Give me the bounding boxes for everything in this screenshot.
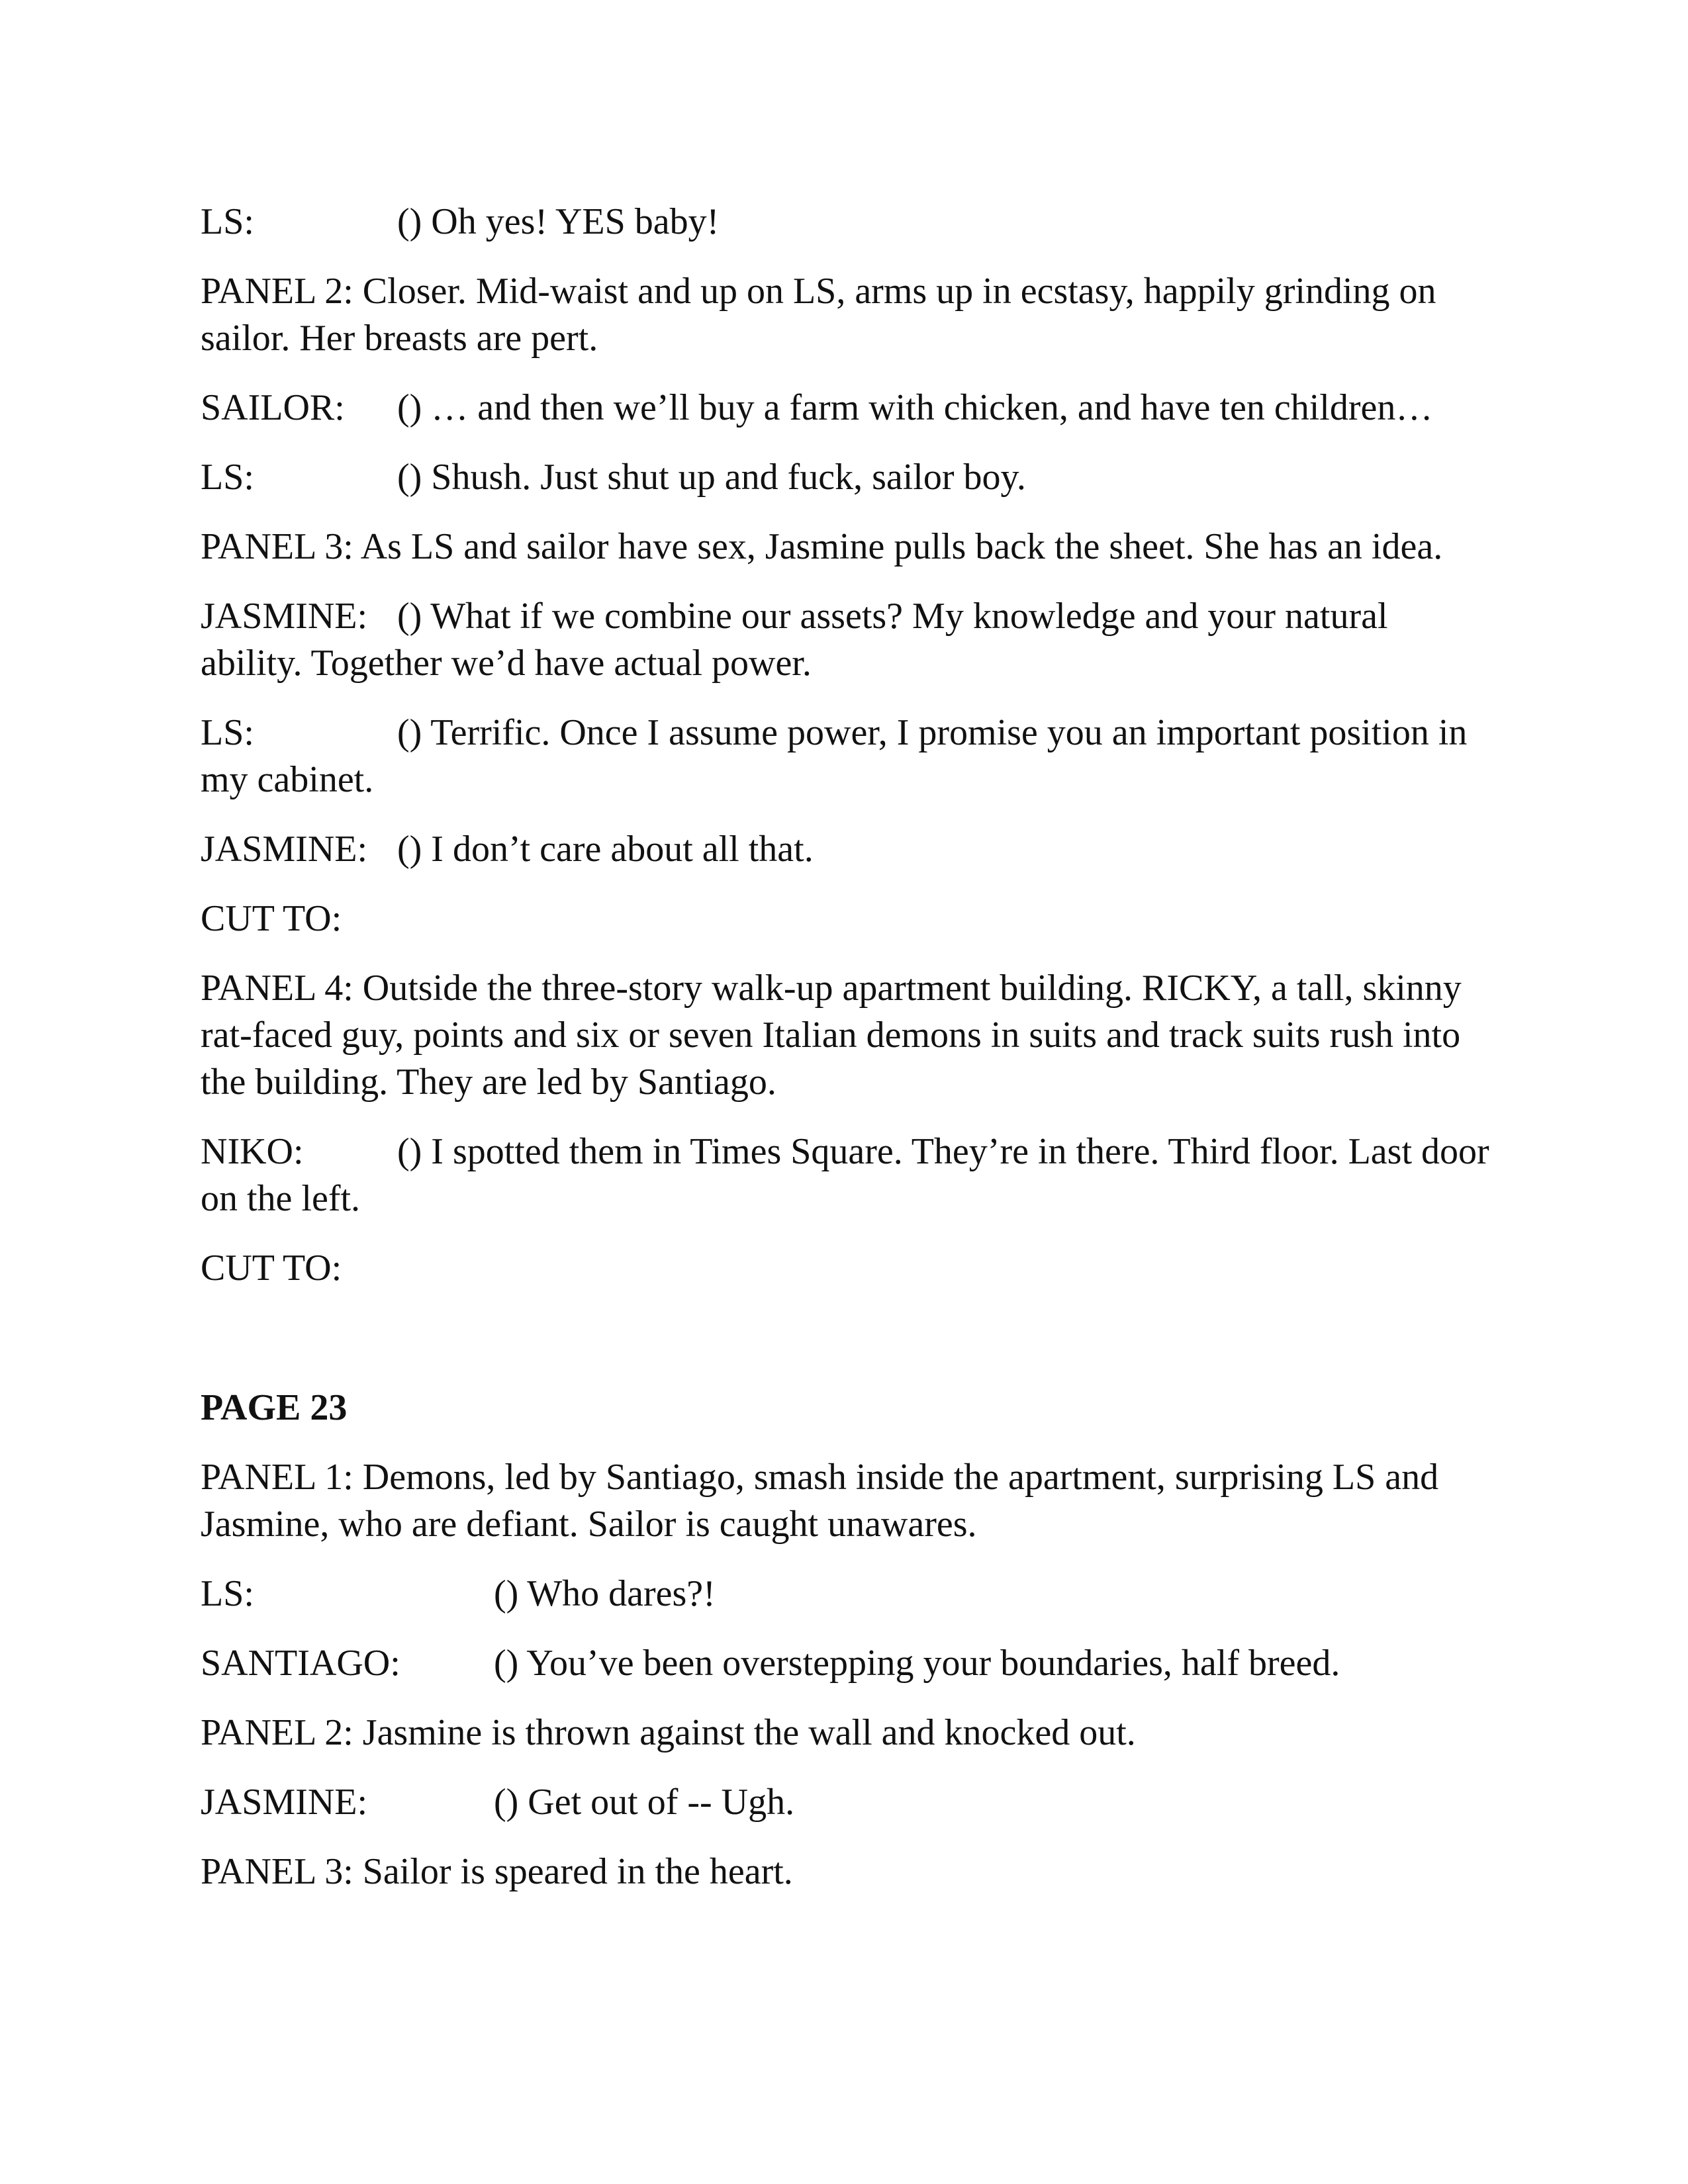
dialogue-line [201, 1570, 1498, 1617]
section-spacer [201, 1314, 1498, 1385]
speaker-name: LS: [201, 457, 254, 498]
dialogue-line [201, 1128, 1498, 1222]
dialogue-line [201, 709, 1498, 803]
speaker-name: JASMINE: [201, 1782, 368, 1823]
script-page [201, 199, 1498, 1918]
panel-description: PANEL 3: As LS and sailor have sex, Jasmine pulls back the sheet. She has an idea. [201, 526, 1443, 567]
dialogue-text: () Oh yes! YES baby! [397, 201, 720, 242]
speaker-name: LS: [201, 1573, 254, 1614]
panel-description: PANEL 2: Closer. Mid-waist and up on LS, arms up in ecstasy, happily grinding on sailor. Her breasts are pert. [201, 271, 1436, 359]
speaker-name: LS: [201, 201, 254, 242]
dialogue-line [201, 593, 1498, 687]
dialogue-text: () I spotted them in Times Square. They’re in there. Third floor. Last door on the left. [201, 1131, 1489, 1219]
dialogue-text: () I don’t care about all that. [397, 829, 814, 870]
dialogue-text: () What if we combine our assets? My knowledge and your natural ability. Together we’d have actual power. [201, 596, 1388, 684]
dialogue-text: () … and then we’ll buy a farm with chicken, and have ten children… [397, 387, 1433, 428]
dialogue-text: () Shush. Just shut up and fuck, sailor boy. [397, 457, 1026, 498]
transition-cut: CUT TO: [201, 1248, 342, 1289]
page-heading: PAGE 23 [201, 1387, 348, 1428]
speaker-name: LS: [201, 712, 254, 753]
speaker-name: SANTIAGO: [201, 1643, 400, 1684]
dialogue-line [201, 385, 1498, 432]
transition-cut: CUT TO: [201, 898, 342, 939]
dialogue-line [201, 1779, 1498, 1826]
panel-description: PANEL 1: Demons, led by Santiago, smash inside the apartment, surprising LS and Jasmine, who are defiant. Sailor is caught unawares. [201, 1457, 1439, 1545]
dialogue-text: () Get out of -- Ugh. [494, 1782, 795, 1823]
panel-description: PANEL 4: Outside the three-story walk-up apartment building. RICKY, a tall, skinny rat-faced guy, points and six or seven Italian demons in suits and track suits rush into the building. They are led by Santiago. [201, 968, 1462, 1103]
panel-description: PANEL 2: Jasmine is thrown against the wall and knocked out. [201, 1712, 1136, 1753]
dialogue-text: () Who dares?! [494, 1573, 716, 1614]
panel-description: PANEL 3: Sailor is speared in the heart. [201, 1851, 793, 1892]
dialogue-line [201, 199, 1498, 246]
speaker-name: JASMINE: [201, 596, 368, 637]
speaker-name: SAILOR: [201, 387, 345, 428]
speaker-name: JASMINE: [201, 829, 368, 870]
dialogue-line [201, 1640, 1498, 1687]
speaker-name: NIKO: [201, 1131, 304, 1172]
dialogue-text: () You’ve been overstepping your boundaries, half breed. [494, 1643, 1340, 1684]
dialogue-line [201, 826, 1498, 873]
dialogue-text: () Terrific. Once I assume power, I promise you an important position in my cabinet. [201, 712, 1468, 800]
dialogue-line [201, 454, 1498, 501]
